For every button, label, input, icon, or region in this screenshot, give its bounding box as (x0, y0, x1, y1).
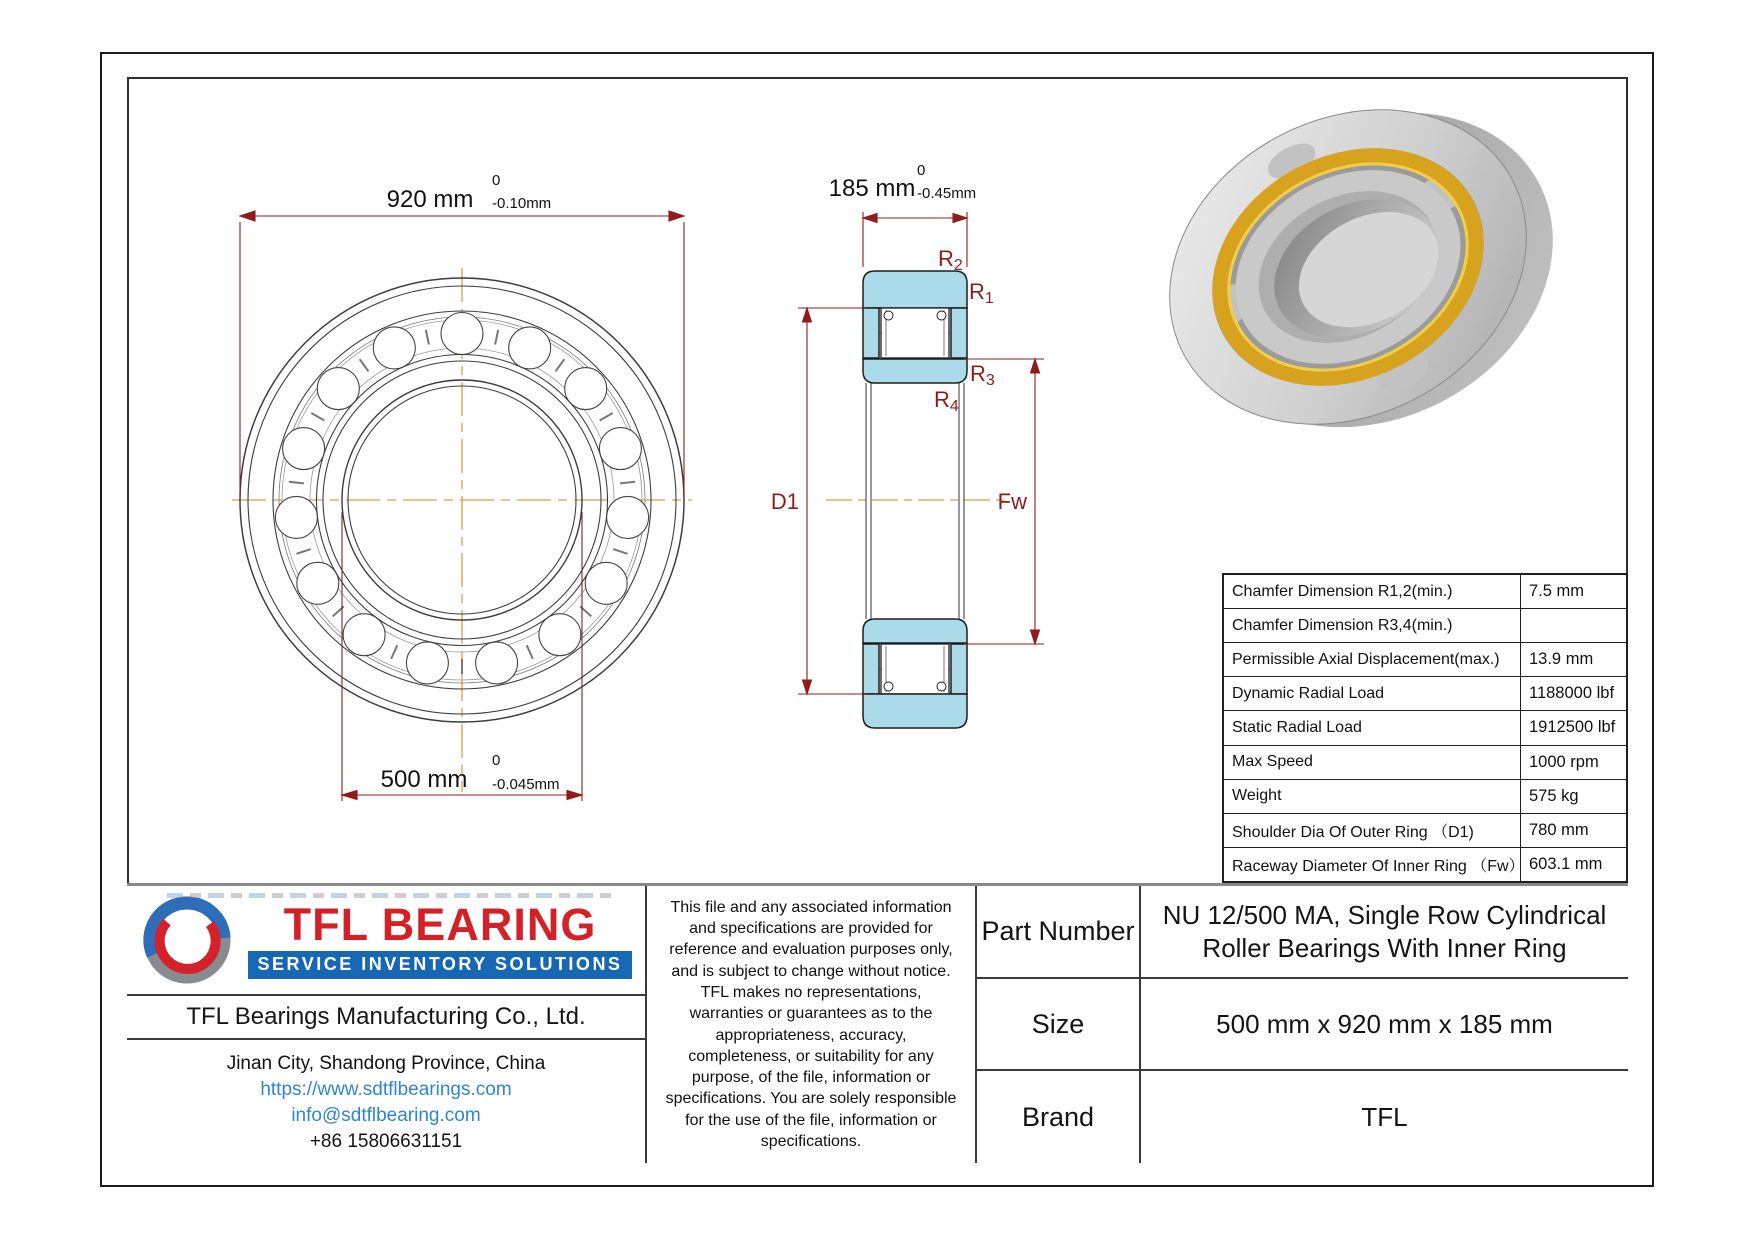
brand-label: Brand (1021, 1101, 1095, 1132)
field-label-column (977, 886, 1141, 1163)
company-phone: +86 15806631151 (309, 1131, 463, 1152)
table-row (1224, 848, 1626, 881)
spec-value: 1188000 lbf (1529, 684, 1615, 703)
label-r2: R2 (938, 246, 963, 274)
spec-label: Shoulder Dia Of Outer Ring （D1) (1224, 814, 1521, 847)
bearing-3d-render (1140, 85, 1560, 450)
logo-fineprint (167, 893, 615, 898)
outer-flange-top-right (951, 308, 967, 358)
spec-value: 603.1 mm (1529, 854, 1603, 873)
table-row (1224, 575, 1626, 609)
dim-width-value: 185 mm (828, 175, 916, 202)
part-number-label: Part Number (977, 886, 1139, 979)
roller-pin (884, 311, 893, 320)
company-address: Jinan City, Shandong Province, China (226, 1053, 546, 1074)
dim-bore-value: 500 mm (380, 766, 468, 793)
spec-value: 1912500 lbf (1529, 718, 1616, 737)
bore-silhouette (866, 383, 964, 619)
spec-value (1521, 609, 1626, 642)
logo-tagline: SERVICE INVENTORY SOLUTIONS (248, 951, 633, 979)
spec-label: Chamfer Dimension R1,2(min.) (1224, 575, 1521, 608)
spec-label: Raceway Diameter Of Inner Ring （Fw） (1224, 848, 1521, 881)
spec-label: Weight (1224, 780, 1521, 813)
logo-text (248, 898, 633, 979)
company-website-link[interactable]: https://www.sdtflbearings.com (260, 1079, 512, 1100)
company-email-link[interactable]: info@sdtflbearing.com (291, 1105, 481, 1126)
title-block (127, 883, 1628, 1163)
outer-flange-bottom-right (951, 644, 967, 694)
table-row (1224, 609, 1626, 643)
spec-table (1222, 573, 1628, 883)
spec-label: Static Radial Load (1224, 711, 1521, 744)
spec-label: Max Speed (1224, 746, 1521, 779)
inner-ring-top (863, 359, 967, 383)
brand-value: TFL (1361, 1101, 1408, 1132)
company-column (127, 886, 647, 1163)
part-number-value: NU 12/500 MA, Single Row Cylindrical Roller Bearings With Inner Ring (1141, 886, 1628, 979)
spec-label: Permissible Axial Displacement(max.) (1224, 643, 1521, 676)
label-r3: R3 (970, 361, 995, 389)
tfl-logo-icon (140, 893, 234, 987)
outer-flange-bottom-left (863, 644, 879, 694)
spec-value: 7.5 mm (1529, 582, 1585, 601)
dim-bore-tol-top: 0 (492, 752, 501, 769)
outer-flange-top-left (863, 308, 879, 358)
label-r1: R1 (969, 279, 994, 307)
roller-pin (937, 682, 946, 691)
table-row (1224, 711, 1626, 745)
table-row (1224, 780, 1626, 814)
field-value-column (1141, 886, 1628, 1163)
spec-label: Chamfer Dimension R3,4(min.) (1224, 609, 1521, 642)
spec-value: 575 kg (1529, 786, 1579, 805)
size-label: Size (977, 979, 1139, 1071)
disclaimer-column (647, 886, 977, 1163)
dim-od-tol-top: 0 (492, 172, 501, 189)
size-value: 500 mm x 920 mm x 185 mm (1141, 979, 1628, 1071)
company-name: TFL Bearings Manufacturing Co., Ltd. (127, 996, 645, 1040)
dim-width-tol-top: 0 (917, 162, 926, 179)
label-r4: R4 (934, 387, 959, 415)
spec-value: 1000 rpm (1529, 752, 1599, 771)
dim-od-value: 920 mm (386, 186, 474, 213)
outer-ring-top (863, 271, 967, 308)
dim-width-tol-bot: -0.45mm (917, 185, 977, 202)
dim-od-tol-bot: -0.10mm (492, 195, 552, 212)
roller-pin (884, 682, 893, 691)
table-row (1224, 746, 1626, 780)
table-row (1224, 814, 1626, 848)
technical-drawing (129, 79, 1222, 883)
roller-pin (937, 311, 946, 320)
label-d1: D1 (770, 489, 799, 514)
dim-bore-tol-bot: -0.045mm (492, 776, 560, 793)
contact-block (127, 1040, 645, 1161)
table-row (1224, 677, 1626, 711)
inner-ring-bottom (863, 619, 967, 643)
spec-label: Dynamic Radial Load (1224, 677, 1521, 710)
label-fw: Fw (997, 489, 1027, 514)
logo-title: TFL BEARING (283, 898, 597, 950)
spec-value: 780 mm (1529, 820, 1589, 839)
disclaimer-text: This file and any associated information and specifications are provided for reference and evaluation purposes only, and is subject to change without notice. TFL makes no representations, warranties or guarantees as to the appropriateness, accuracy, completeness, or suitability for any purpose, of the file, information or specifications. You are solely responsible for the use of the file, information or specifications. (665, 898, 957, 1150)
outer-ring-bottom (863, 694, 967, 728)
table-row (1224, 643, 1626, 677)
logo-box (127, 886, 645, 996)
spec-value: 13.9 mm (1529, 650, 1594, 669)
